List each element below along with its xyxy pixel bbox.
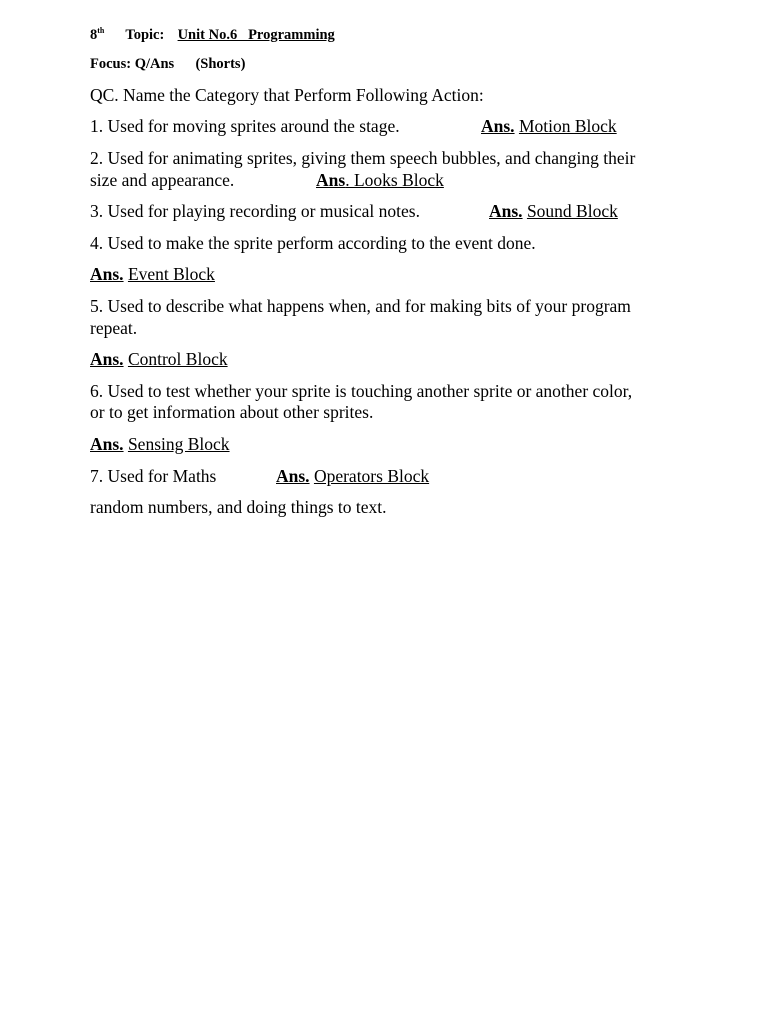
grade-number: 8: [90, 27, 98, 43]
focus-value: (Shorts): [195, 56, 246, 72]
answer-4: [90, 263, 215, 285]
answer-7-value: Operators Block: [313, 466, 430, 486]
question-6-line-1: 6. Used to test whether your sprite is touching another sprite or another color,: [90, 381, 633, 401]
answer-7: [276, 465, 429, 487]
answer-3: [489, 200, 618, 222]
answer-3-prefix: Ans.: [489, 201, 523, 221]
trailing-text: random numbers, and doing things to text.: [90, 497, 387, 517]
question-2-line-2: size and appearance.: [90, 170, 235, 190]
question-item-7: [90, 465, 216, 487]
answer-2-prefix: Ans: [316, 170, 346, 190]
answer-6: [90, 433, 230, 455]
answer-3-value: Sound Block: [526, 201, 618, 221]
header-topic-line: [90, 26, 335, 44]
topic-value: Unit No.6 Programming: [177, 27, 335, 43]
answer-7-prefix: Ans.: [276, 466, 310, 486]
focus-label: Focus: Q/Ans: [90, 56, 175, 72]
answer-1: [481, 115, 617, 137]
answer-4-prefix: Ans.: [90, 264, 124, 284]
question-item-3: [90, 200, 420, 222]
answer-1-value: Motion Block: [518, 116, 617, 136]
answer-5-value: Control Block: [127, 349, 228, 369]
question-7-text: 7. Used for Maths: [90, 466, 217, 486]
answer-1-prefix: Ans.: [481, 116, 515, 136]
answer-6-prefix: Ans.: [90, 434, 124, 454]
question-6-line-2: or to get information about other sprites.: [90, 402, 374, 422]
question-5-line-1: 5. Used to describe what happens when, and for making bits of your program: [90, 296, 631, 316]
question-heading: QC. Name the Category that Perform Following Action:: [90, 85, 484, 105]
question-2-line-1: 2. Used for animating sprites, giving them speech bubbles, and changing their: [90, 148, 636, 168]
question-4-text: 4. Used to make the sprite perform according to the event done.: [90, 233, 536, 253]
grade-suffix: th: [97, 26, 105, 35]
answer-5: [90, 348, 228, 370]
header-focus-line: [90, 55, 245, 73]
question-5-line-2: repeat.: [90, 318, 138, 338]
answer-2-value: . Looks Block: [345, 170, 444, 190]
topic-label: Topic:: [125, 27, 165, 43]
question-3-text: 3. Used for playing recording or musical notes.: [90, 201, 420, 221]
answer-5-prefix: Ans.: [90, 349, 124, 369]
answer-6-value: Sensing Block: [127, 434, 230, 454]
question-1-text: 1. Used for moving sprites around the stage.: [90, 116, 400, 136]
answer-2: [316, 169, 444, 191]
answer-4-value: Event Block: [127, 264, 215, 284]
question-item-1: [90, 115, 400, 137]
